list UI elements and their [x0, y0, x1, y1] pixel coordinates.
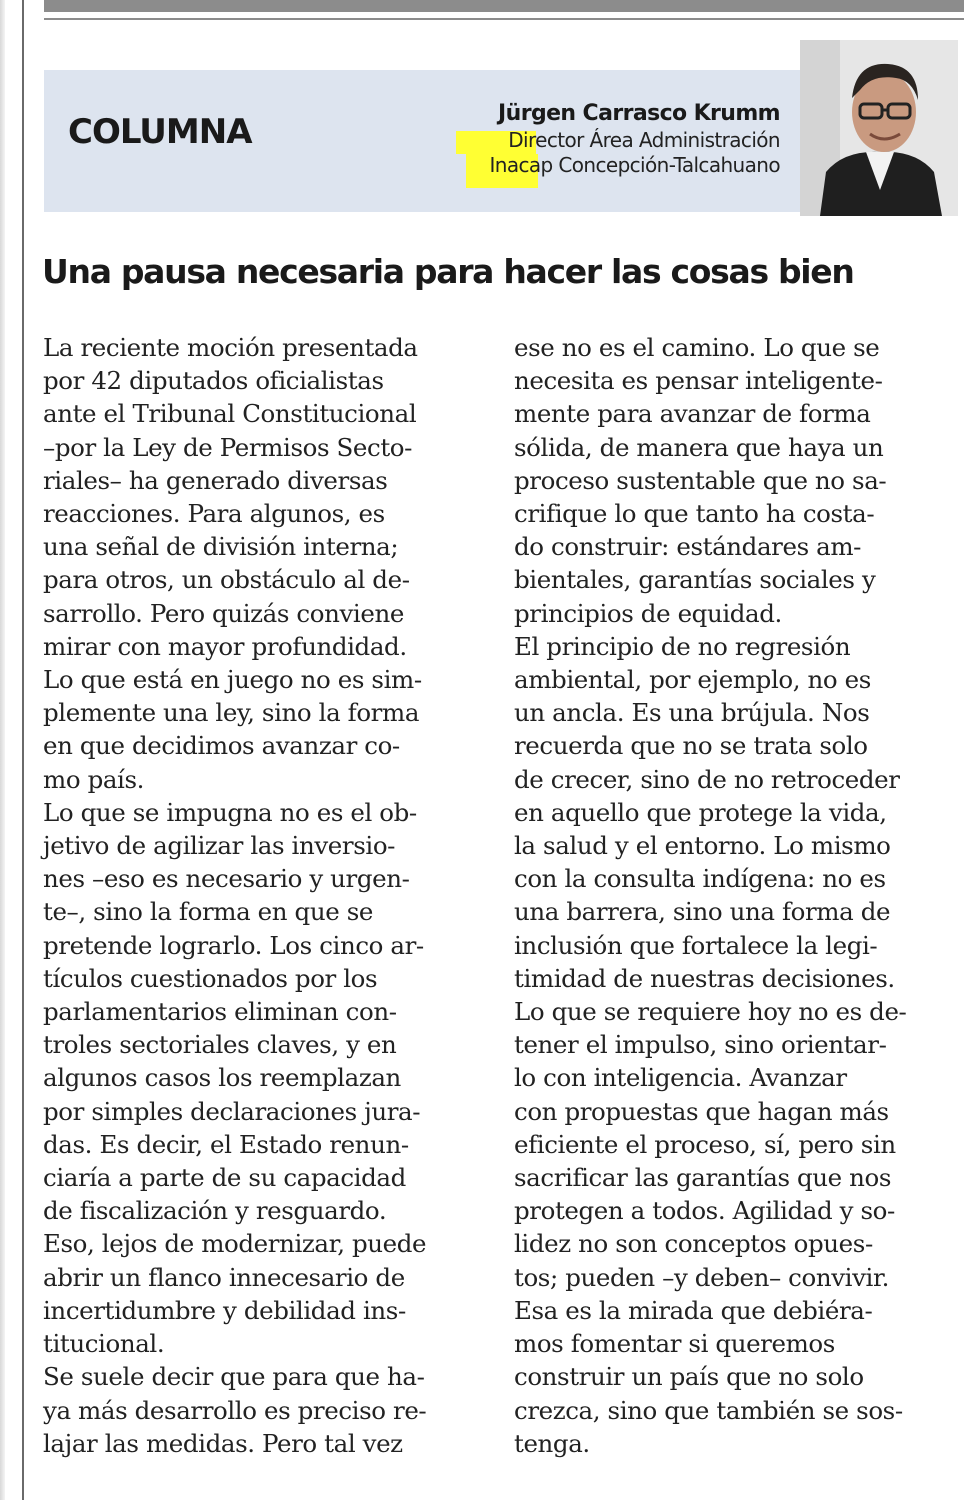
- text-line: timidad de nuestras decisiones.: [514, 963, 895, 993]
- text-line: eficiente el proceso, sí, pero sin: [514, 1129, 896, 1159]
- text-line: lajar las medidas. Pero tal vez: [43, 1428, 403, 1458]
- text-line: tener el impulso, sino orientar-: [514, 1030, 887, 1060]
- text-line: algunos casos los reemplazan: [43, 1063, 401, 1093]
- text-line: crifique lo que tanto ha costa-: [514, 499, 875, 529]
- text-line: tículos cuestionados por los: [43, 963, 378, 993]
- text-line: de crecer, sino de no retroceder: [514, 764, 900, 794]
- author-name: Jürgen Carrasco Krumm: [498, 101, 780, 126]
- author-role: Director Área Administración: [508, 128, 780, 152]
- text-line: la salud y el entorno. Lo mismo: [514, 831, 891, 861]
- text-line: tos; pueden –y deben– convivir.: [514, 1262, 889, 1292]
- text-line: reacciones. Para algunos, es: [43, 499, 385, 529]
- text-line: Eso, lejos de modernizar, puede: [43, 1229, 427, 1259]
- text-line: sarrollo. Pero quizás conviene: [43, 598, 404, 628]
- text-line: troles sectoriales claves, y en: [43, 1030, 397, 1060]
- text-line: bientales, garantías sociales y: [514, 565, 876, 595]
- text-line: una señal de división interna;: [43, 532, 399, 562]
- author-photo: [800, 40, 958, 216]
- text-line: riales– ha generado diversas: [43, 465, 388, 495]
- article-column-right: [514, 331, 964, 1460]
- text-line: lo con inteligencia. Avanzar: [514, 1063, 847, 1093]
- text-line: –por la Ley de Permisos Secto-: [43, 432, 413, 462]
- text-line: recuerda que no se trata solo: [514, 731, 868, 761]
- text-line: de fiscalización y resguardo.: [43, 1196, 387, 1226]
- column-rule: [22, 0, 24, 1500]
- text-line: por 42 diputados oficialistas: [43, 366, 384, 396]
- text-line: te–, sino la forma en que se: [43, 897, 373, 927]
- text-line: un ancla. Es una brújula. Nos: [514, 698, 870, 728]
- text-line: necesita es pensar inteligente-: [514, 366, 883, 396]
- text-line: parlamentarios eliminan con-: [43, 997, 397, 1027]
- text-line: ese no es el camino. Lo que se: [514, 333, 880, 362]
- text-line: crezca, sino que también se sos-: [514, 1395, 903, 1425]
- text-line: mirar con mayor profundidad.: [43, 631, 407, 661]
- text-line: sacrificar las garantías que nos: [514, 1163, 892, 1193]
- author-organization: Inacap Concepción-Talcahuano: [489, 153, 780, 177]
- text-line: abrir un flanco innecesario de: [43, 1262, 405, 1292]
- page-left-edge: [0, 0, 5, 1500]
- text-line: en que decidimos avanzar co-: [43, 731, 400, 761]
- text-line: das. Es decir, el Estado renun-: [43, 1129, 409, 1159]
- text-line: inclusión que fortalece la legi-: [514, 930, 878, 960]
- text-line: tenga.: [514, 1428, 590, 1458]
- text-line: Lo que está en juego no es sim-: [43, 665, 422, 695]
- text-line: incertidumbre y debilidad ins-: [43, 1295, 406, 1325]
- text-line: pretende lograrlo. Los cinco ar-: [43, 930, 424, 960]
- top-bar-line: [44, 18, 964, 20]
- text-line: do construir: estándares am-: [514, 532, 862, 562]
- text-line: La reciente moción presentada: [43, 333, 418, 362]
- author-block: [489, 100, 780, 178]
- text-line: con propuestas que hagan más: [514, 1096, 889, 1126]
- text-line: en aquello que protege la vida,: [514, 797, 887, 827]
- article-column-left: [43, 331, 493, 1460]
- text-line: El principio de no regresión: [514, 631, 851, 661]
- article-headline: Una pausa necesaria para hacer las cosas bien: [42, 252, 854, 291]
- text-line: construir un país que no solo: [514, 1362, 864, 1392]
- author-portrait-icon: [800, 40, 958, 216]
- text-line: sólida, de manera que haya un: [514, 432, 884, 462]
- text-line: con la consulta indígena: no es: [514, 864, 886, 894]
- text-line: principios de equidad.: [514, 598, 782, 628]
- text-line: Se suele decir que para que ha-: [43, 1362, 425, 1392]
- text-line: Lo que se requiere hoy no es de-: [514, 997, 907, 1027]
- text-line: una barrera, sino una forma de: [514, 897, 891, 927]
- text-line: ya más desarrollo es preciso re-: [43, 1395, 427, 1425]
- text-line: mo país.: [43, 764, 145, 794]
- text-line: Esa es la mirada que debiéra-: [514, 1295, 873, 1325]
- text-line: lidez no son conceptos opues-: [514, 1229, 873, 1259]
- text-line: Lo que se impugna no es el ob-: [43, 797, 417, 827]
- text-line: ciaría a parte de su capacidad: [43, 1163, 406, 1193]
- section-label: COLUMNA: [68, 112, 252, 152]
- text-line: por simples declaraciones jura-: [43, 1096, 421, 1126]
- text-line: ante el Tribunal Constitucional: [43, 399, 417, 429]
- text-line: ambiental, por ejemplo, no es: [514, 665, 871, 695]
- text-line: titucional.: [43, 1329, 165, 1359]
- top-bar: [44, 0, 964, 12]
- text-line: proceso sustentable que no sa-: [514, 465, 887, 495]
- text-line: jetivo de agilizar las inversio-: [43, 831, 396, 861]
- text-line: plemente una ley, sino la forma: [43, 698, 420, 728]
- text-line: mente para avanzar de forma: [514, 399, 871, 429]
- text-line: nes –eso es necesario y urgen-: [43, 864, 410, 894]
- text-line: mos fomentar si queremos: [514, 1329, 835, 1359]
- text-line: protegen a todos. Agilidad y so-: [514, 1196, 895, 1226]
- text-line: para otros, un obstáculo al de-: [43, 565, 410, 595]
